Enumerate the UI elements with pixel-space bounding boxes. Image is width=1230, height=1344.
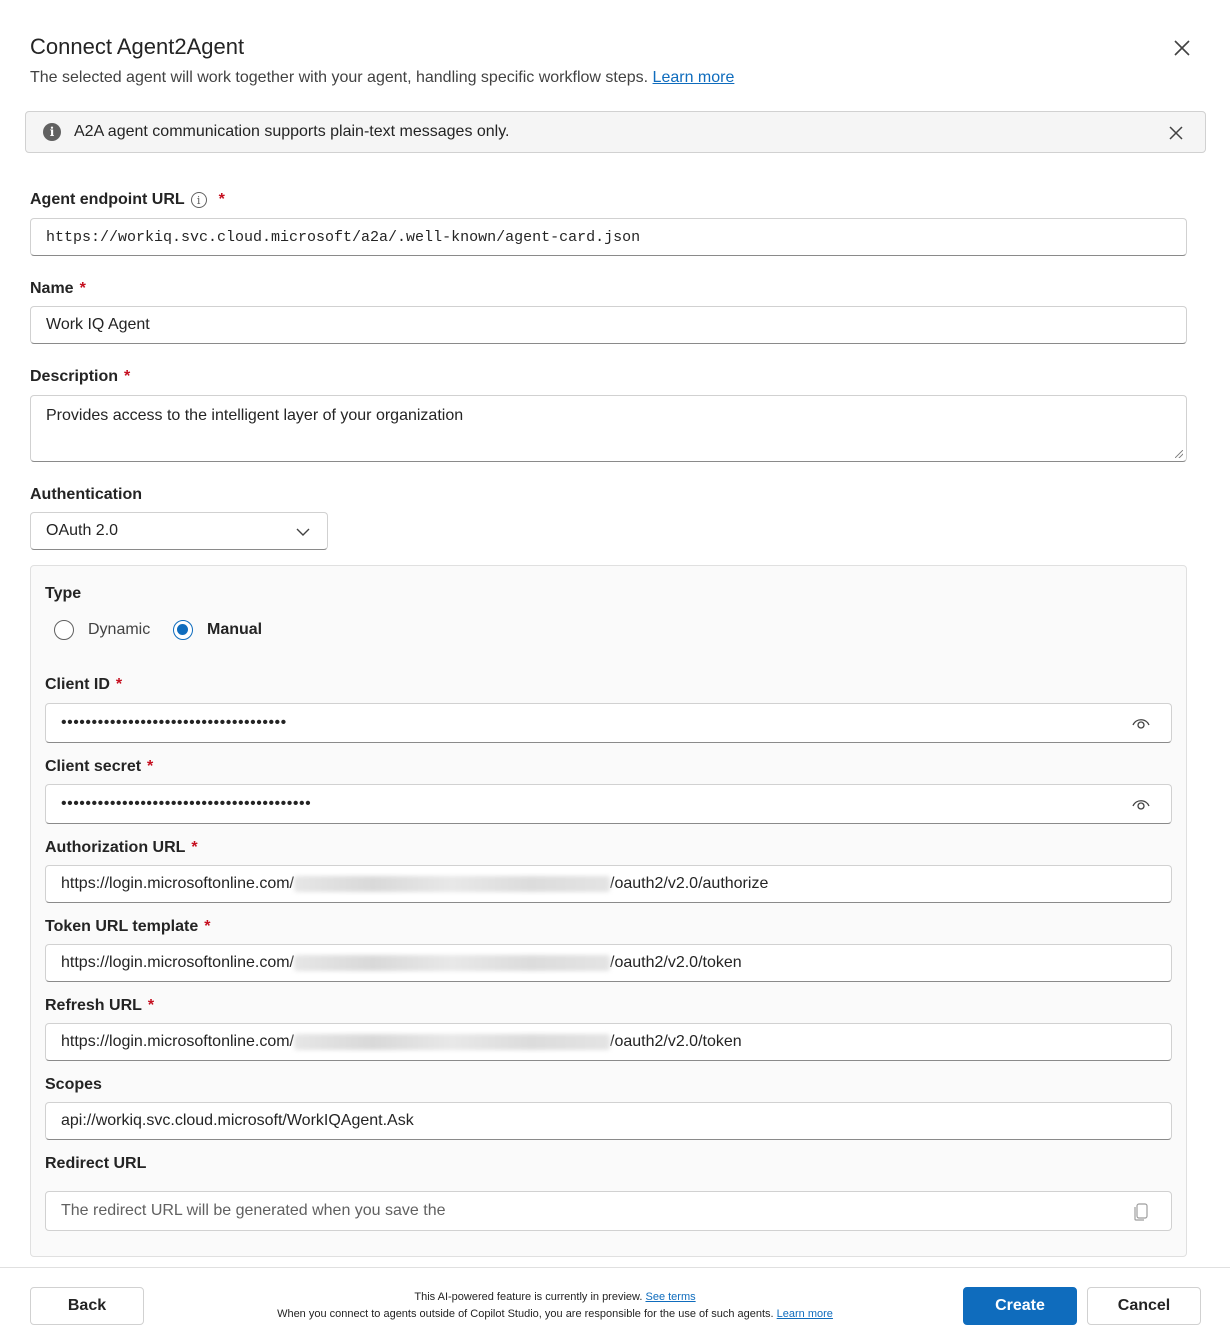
required-marker: * (147, 758, 154, 775)
close-icon (1173, 39, 1191, 57)
subtitle-text: The selected agent will work together with your agent, handling specific workflow steps. (30, 69, 649, 86)
client-secret-value: ••••••••••••••••••••••••••••••••••••••••• (61, 795, 312, 812)
scopes-label (45, 1076, 102, 1094)
dialog-subtitle (30, 69, 734, 87)
redacted-tenant-id (294, 1034, 610, 1050)
radio-manual-label: Manual (207, 621, 263, 638)
authentication-label (30, 486, 142, 504)
required-marker: * (115, 676, 123, 693)
refresh-url-label (45, 997, 154, 1015)
refresh-url-suffix: /oauth2/v2.0/token (610, 1033, 742, 1050)
info-banner (25, 111, 1206, 153)
authorization-url-prefix: https://login.microsoftonline.com/ (61, 875, 294, 892)
name-label (30, 280, 86, 298)
preview-disclaimer (150, 1291, 960, 1303)
client-secret-input[interactable] (45, 784, 1172, 824)
endpoint-url-input[interactable] (30, 218, 1187, 256)
info-icon[interactable]: i (191, 192, 207, 208)
back-button[interactable]: Back (30, 1287, 144, 1325)
footer-divider (0, 1267, 1230, 1268)
footer-learn-more-link[interactable]: Learn more (776, 1308, 833, 1320)
authentication-label-text: Authentication (30, 486, 142, 503)
required-marker: * (124, 368, 131, 385)
chevron-down-icon (295, 524, 311, 540)
redirect-url-placeholder: The redirect URL will be generated when you save the (61, 1202, 446, 1219)
description-value: Provides access to the intelligent layer of your organization (46, 407, 464, 424)
client-id-value: ••••••••••••••••••••••••••••••••••••• (61, 714, 287, 731)
name-input[interactable] (30, 306, 1187, 344)
radio-dynamic-label: Dynamic (88, 621, 151, 638)
redirect-url-label (45, 1155, 146, 1173)
responsibility-text: When you connect to agents outside of Copilot Studio, you are responsible for the use of such agents. (277, 1308, 774, 1320)
description-textarea[interactable] (30, 395, 1187, 462)
client-id-label-text: Client ID (45, 676, 110, 693)
cancel-button[interactable]: Cancel (1087, 1287, 1201, 1325)
radio-manual[interactable] (173, 620, 262, 640)
authentication-dropdown[interactable] (30, 512, 328, 550)
required-marker: * (204, 918, 211, 935)
redacted-tenant-id (294, 955, 610, 971)
description-label-text: Description (30, 368, 119, 385)
authorization-url-suffix: /oauth2/v2.0/authorize (610, 875, 769, 892)
authentication-value: OAuth 2.0 (46, 522, 119, 539)
banner-text: A2A agent communication supports plain-text messages only. (74, 123, 510, 140)
endpoint-label (30, 191, 225, 209)
name-label-text: Name (30, 280, 74, 297)
client-id-input[interactable] (45, 703, 1172, 743)
authorization-url-label-text: Authorization URL (45, 839, 186, 856)
type-label-text: Type (45, 585, 82, 602)
resize-handle[interactable] (1175, 450, 1183, 458)
authorization-url-input[interactable] (45, 865, 1172, 903)
client-id-label (45, 676, 122, 694)
eye-icon[interactable] (1131, 796, 1151, 812)
authorization-url-label (45, 839, 198, 857)
endpoint-label-text: Agent endpoint URL (30, 191, 185, 208)
description-label (30, 368, 130, 386)
required-marker: * (79, 280, 86, 297)
scopes-input[interactable] (45, 1102, 1172, 1140)
name-value: Work IQ Agent (46, 316, 150, 333)
radio-dynamic[interactable] (54, 620, 150, 640)
create-button[interactable]: Create (963, 1287, 1077, 1325)
token-url-label (45, 918, 210, 936)
copy-icon[interactable] (1133, 1202, 1149, 1222)
scopes-value: api://workiq.svc.cloud.microsoft/WorkIQAgent.Ask (61, 1112, 414, 1129)
responsibility-disclaimer (150, 1308, 960, 1320)
redacted-tenant-id (294, 876, 610, 892)
redirect-url-input[interactable] (45, 1191, 1172, 1231)
required-marker: * (147, 997, 155, 1014)
token-url-prefix: https://login.microsoftonline.com/ (61, 954, 294, 971)
dismiss-banner-button[interactable] (1163, 120, 1189, 146)
preview-text: This AI-powered feature is currently in preview. (414, 1291, 643, 1303)
radio-dynamic-circle[interactable] (54, 620, 74, 640)
required-marker: * (191, 839, 198, 856)
oauth-settings-panel (30, 565, 1187, 1257)
token-url-input[interactable] (45, 944, 1172, 982)
client-secret-label (45, 758, 153, 776)
dialog-title: Connect Agent2Agent (30, 34, 245, 59)
radio-manual-circle[interactable] (173, 620, 193, 640)
required-marker: * (218, 191, 225, 208)
endpoint-url-value: https://workiq.svc.cloud.microsoft/a2a/.well-known/agent-card.json (46, 228, 641, 246)
eye-icon[interactable] (1131, 715, 1151, 731)
scopes-label-text: Scopes (45, 1076, 102, 1093)
refresh-url-input[interactable] (45, 1023, 1172, 1061)
see-terms-link[interactable]: See terms (645, 1291, 696, 1303)
close-dialog-button[interactable] (1166, 32, 1198, 64)
close-icon (1168, 125, 1184, 141)
learn-more-link[interactable]: Learn more (652, 69, 735, 86)
refresh-url-label-text: Refresh URL (45, 997, 142, 1014)
token-url-label-text: Token URL template (45, 918, 199, 935)
refresh-url-prefix: https://login.microsoftonline.com/ (61, 1033, 294, 1050)
redirect-url-label-text: Redirect URL (45, 1155, 147, 1172)
client-secret-label-text: Client secret (45, 758, 142, 775)
type-label (45, 585, 81, 603)
info-filled-icon: i (43, 123, 61, 141)
token-url-suffix: /oauth2/v2.0/token (610, 954, 742, 971)
